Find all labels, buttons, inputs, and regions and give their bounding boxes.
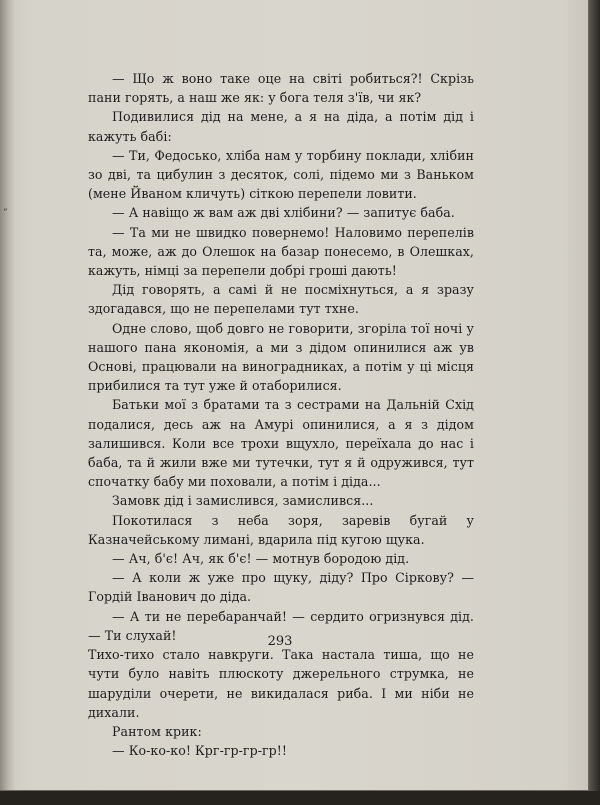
- paragraph: Подивилися дід на мене, а я на діда, а потім дід і кажуть бабі:: [88, 109, 474, 144]
- scan-edge-bottom: [0, 791, 600, 805]
- paragraph: — А коли ж уже про щуку, діду? Про Сіркову? — Гордій Іванович до діда.: [88, 570, 474, 605]
- paragraph: Покотилася з неба зоря, заревів бугай у Казначейському лимані, вдарила під кугою щука.: [88, 512, 474, 547]
- page-body-text: [88, 69, 474, 760]
- scan-edge-right: [589, 0, 600, 805]
- page-binding-shadow: [0, 0, 14, 790]
- paragraph: — А ти не перебаранчай! — сердито огризнувся дід.— Ти слухай!: [88, 608, 474, 643]
- paragraph: — А навіщо ж вам аж дві хлібини? — запитує баба.: [112, 205, 455, 221]
- paragraph: Замовк дід і замислився, замислився...: [112, 493, 374, 509]
- paragraph: Дід говорять, а самі й не посміхнуться, а я зразу здогадався, що не перепелами тут тхне.: [88, 282, 474, 317]
- paragraph: — Та ми не швидко повернемо! Наловимо перепелів та, може, аж до Олешок на базар понесемо, в Олешках, кажуть, німці за перепели добрі гроші дають!: [88, 224, 474, 279]
- paragraph: Рантом крик:: [112, 723, 202, 739]
- paragraph: — Ко-ко-ко! Крг-гр-гр-гр!!: [112, 743, 287, 759]
- paragraph: Батьки мої з братами та з сестрами на Дальній Схід подалися, десь аж на Амурі опинилися, а я з дідом залишився. Коли все трохи вщухло, переїхала до нас і баба, та й жили вже ми тутечки, тут я й одружився, тут спочатку бабу ми поховали, а потім і діда...: [88, 397, 474, 490]
- paragraph: — Ач, б'є! Ач, як б'є! — мотнув бородою дід.: [112, 551, 410, 567]
- margin-mark: “: [3, 208, 8, 218]
- page-number: 293: [267, 634, 293, 649]
- paragraph: Тихо-тихо стало навкруги. Така настала тиша, що не чути було навіть плюскоту джерельного струмка, не шаруділи очерети, не викидалася риба. І ми ніби не дихали.: [88, 647, 474, 720]
- paragraph: — Що ж воно таке оце на світі робиться?! Скрізь пани горять, а наш же як: у бога теля з'їв, чи як?: [88, 71, 474, 106]
- paragraph: Одне слово, щоб довго не говорити, згоріла тої ночі у нашого пана якономія, а ми з дідом опинилися аж ув Основі, працювали на виноградниках, а потім у ці місця прибилися та тут уже й отаборилися.: [88, 320, 474, 394]
- paragraph: — Ти, Федосько, хліба нам у торбину поклади, хлібин зо дві, та цибулин з десяток, солі, підемо ми з Ваньком (мене Йваном кличуть) сіткою перепели ловити.: [88, 147, 474, 202]
